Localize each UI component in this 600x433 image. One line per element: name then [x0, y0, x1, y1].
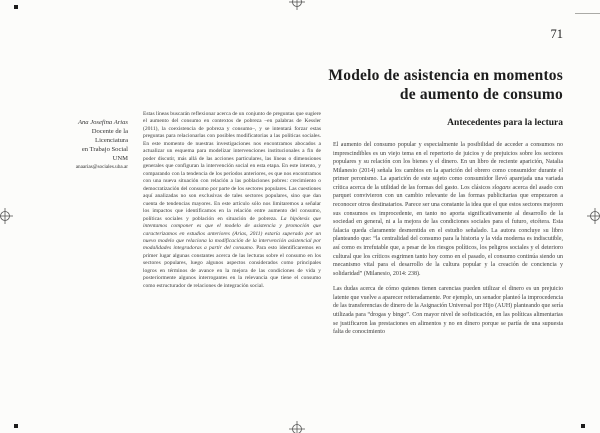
hypothesis-italic-text: La hipótesis que intentamos componer es que el modelo de asistencia y promoción que caracterizamos en estudios anteriores (Arias, 2011) estaría superado por un nuevo modelo que relaciona la modificación de la intervención asistencial por modalidades integradoras a partir del consumo. [143, 215, 321, 252]
article-title-line1: Modelo de asistencia en momentos [328, 67, 563, 84]
section-p1-start: El aumento del consumo popular y especialmente la posibilidad de acceder a consumos no imprescindibles es un viejo tema en el repertorio de juicios y de prejuicios sobre los sectores populares y su relación con los bienes y el dinero. En un libro de reciente aparición, Natalia Milanesio (2014) señala los cambios en la aparición del obrero como consumidor durante el primer peronismo. La aparición de este sujeto como consumidor llevó aparejada una variada crítica acerca de la utilidad de las formas del gasto. Los clásicos [333, 142, 563, 191]
author-organization: UNM [112, 155, 128, 163]
registration-mark-bottom [289, 421, 305, 433]
author-role-line2: Licenciatura [95, 137, 128, 145]
section-paragraph-2: Las dudas acerca de cómo quienes tienen carencias pueden utilizar el dinero es un prejuicio latente que vuelve a aparecer reiteradamente. Por ejemplo, un senador planteó la improcedencia de las transferencias de dinero de la Asignación Universal por Hijo (AUH) planteando que sería utilizada para “drogas y bingo”. Con mayor nivel de sofisticación, en las políticas alimentarias se justificaron las prestaciones en alimentos y no en dinero porque se partía de una supuesta falta de conocimiento [333, 286, 563, 336]
registration-mark-left [0, 208, 13, 224]
article-title-line2: de aumento de consumo [399, 85, 563, 103]
intro-text-start: Estas líneas buscarán reflexionar acerca de un conjunto de preguntas que sugiere el aumento del consumo en contextos de pobreza –en palabras de Kessler (2011), la coexistencia de pobreza y consumo–, y se intentará forzar estas preguntas para relacionarlas con posibles modificatorias a las políticas sociales. En este momento de nuestras investigaciones nos encontramos abocados a actualizar un esquema para modelizar intervenciones institucionales a fin de poder discutir, más allá de las acciones particulares, las líneas o dimensiones generales que configuran la intervención social en esta etapa. En este intento, y comparando con la tendencia de los períodos anteriores, es que nos encontramos con una nueva situación con relación a las poblaciones pobres: crecimiento o democratización del consumo por parte de los sectores populares. Las cuestiones aquí analizadas no son exclusivas de tales sectores populares, sino que dan cuenta de tendencias mayores. En este artículo sólo nos limitaremos a señalar los impactos que identificamos en la relación entre aumento del consumo, políticas sociales y población en situación de pobreza. [143, 111, 321, 222]
author-name: Ana Josefina Arias [77, 119, 128, 126]
trim-mark-top-right [575, 13, 600, 14]
article-title [233, 67, 563, 105]
corner-mark-bottom-right [581, 424, 585, 428]
intro-paragraph [143, 111, 321, 290]
corner-mark-bottom-left [14, 424, 18, 428]
intro-text-end: Para esto identificaremos en primer lugar algunas constantes acerca de las lecturas sobre el consumo en los sectores populares, luego algunos aspectos considerados como principales logros en términos de avance en la mejora de las condiciones de vida y posteriormente algunos interrogantes en la relevancia que tiene el consumo como estructurador de relaciones de integración social. [143, 245, 321, 289]
left-column [143, 111, 321, 290]
registration-mark-top [289, 0, 305, 10]
section-heading: Antecedentes para la lectura [447, 118, 563, 128]
registration-mark-right [587, 208, 600, 224]
author-block [18, 118, 128, 172]
right-column [333, 118, 563, 344]
section-p1-end: acerca del asado con parquet convivieron con un cambio relevante de las formas publicitarias que empezaron a reconocer otros destinatarios. Parece ser una constante la idea que el que estos sectores mejoren sus consumos es improcedente, en tanto no aporta significativamente al desarrollo de la sociedad en general, ni a la mejora de las condiciones sociales para el futuro, etcétera. Esta falacia queda claramente desmentida en el estudio señalado. La autora concluye su libro planteando que: “la centralidad del consumo para la historia y la vida moderna es indiscutible, así como es irrefutable que, a pesar de los riesgos políticos, los peligros sociales y el deterioro cultural que los críticos esgrimen tanto hoy como en el pasado, el consumo continúa siendo un mecanismo vital para el desarrollo de la cultura popular y la creación de conciencia y solidaridad” (Milanesio, 2014: 238). [333, 184, 564, 277]
author-role-line3: en Trabajo Social [81, 146, 128, 154]
section-paragraph-1 [333, 141, 563, 278]
page-number: 71 [550, 27, 563, 41]
slogans-italic-text: slogans [492, 184, 511, 191]
author-role-line1: Docente de la [91, 128, 128, 136]
author-email: anaarias@sociales.uba.ar [75, 164, 128, 171]
corner-mark-top-left [14, 5, 18, 9]
